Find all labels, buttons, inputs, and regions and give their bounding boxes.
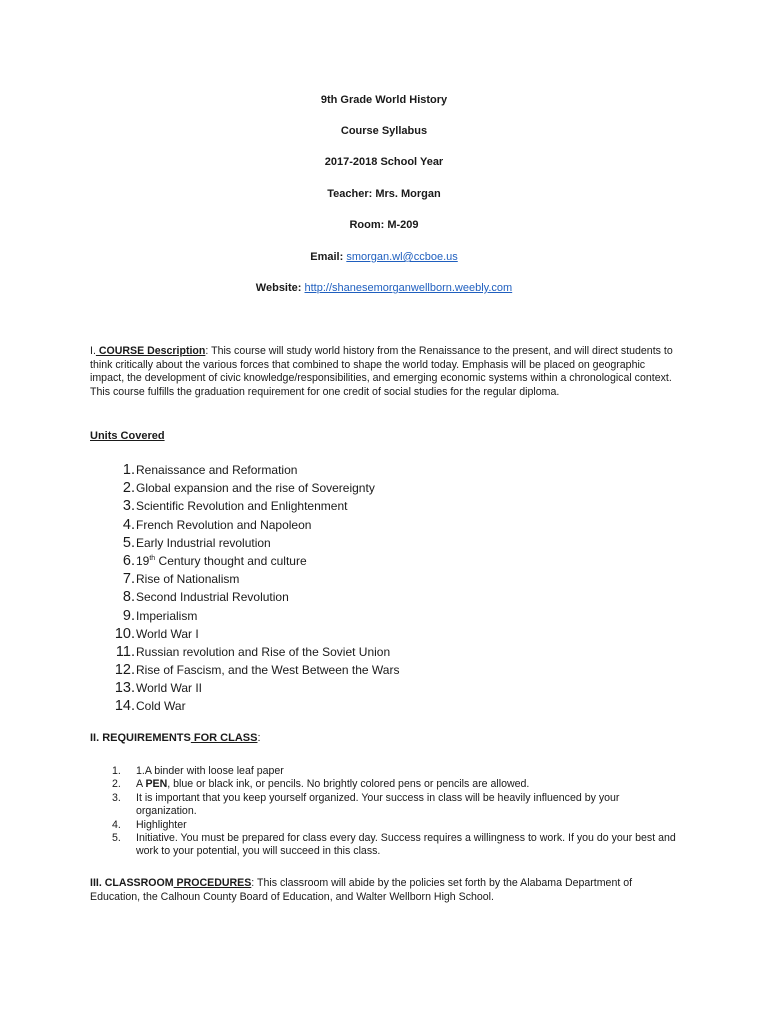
unit-title: French Revolution and Napoleon <box>136 517 312 532</box>
unit-number: 6. <box>122 552 135 569</box>
unit-number: 9. <box>122 607 135 624</box>
list-item <box>108 697 568 715</box>
unit-number: 7. <box>122 571 135 588</box>
course-description-heading: COURSE Description <box>95 345 206 357</box>
list-item <box>108 643 568 661</box>
website-link[interactable]: http://shanesemorganwellborn.weebly.com <box>304 282 513 294</box>
unit-number: 1. <box>122 462 135 478</box>
classroom-procedures <box>90 877 685 904</box>
unit-title: Scientific Revolution and Enlightenment <box>136 499 348 514</box>
unit-title <box>136 552 307 570</box>
course-description-colon: : <box>205 345 209 357</box>
list-item <box>108 534 568 552</box>
website-label: Website: <box>255 282 302 294</box>
list-item <box>108 661 568 679</box>
requirement-number: 3. <box>112 791 121 804</box>
list-item <box>108 552 568 570</box>
unit-title-pre: 19 <box>136 553 150 568</box>
unit-title: Rise of Nationalism <box>136 572 240 587</box>
requirement-text: Highlighter <box>136 818 187 831</box>
unit-number: 14. <box>114 698 135 715</box>
room-number: Room: M-209 <box>349 219 419 231</box>
unit-title: Early Industrial revolution <box>136 535 271 550</box>
unit-title: Imperialism <box>136 608 198 623</box>
procedures-text: This classroom will abide by the policies set forth by the Alabama Department of Education, the Calhoun County Board of Education, and Walter Wellborn High School. <box>90 877 633 903</box>
unit-number: 12. <box>114 662 135 679</box>
list-item <box>108 479 568 497</box>
list-item <box>108 607 568 625</box>
email-label: Email: <box>310 251 344 263</box>
email-link[interactable]: smorgan.wl@ccboe.us <box>346 251 458 263</box>
list-item <box>108 792 678 819</box>
unit-title: Renaissance and Reformation <box>136 463 298 477</box>
requirements-heading-b: FOR CLASS <box>190 732 258 744</box>
course-description-text: This course will study world history from the Renaissance to the present, and will direct students to think critically about the various forces that combined to shape the world today. Emphasis will be placed on geographic impact, the development of civic knowledge/responsibilities, and emerging economic systems within a chronological context. This course fulfills the graduation requirement for one credit of social studies for the regular diploma. <box>90 345 673 398</box>
requirement-number: 1. <box>112 765 121 777</box>
requirements-heading-a: II. REQUIREMENTS <box>90 732 191 744</box>
unit-title: Russian revolution and Rise of the Soviet Union <box>136 644 391 659</box>
requirement-text <box>136 778 529 790</box>
unit-title: Rise of Fascism, and the West Between the Wars <box>136 663 400 678</box>
requirement-number: 5. <box>112 832 121 845</box>
list-item <box>108 679 568 697</box>
unit-title: World War I <box>136 626 199 641</box>
page-title: 9th Grade World History <box>320 94 448 106</box>
requirement-text: Initiative. You must be prepared for class every day. Success requires a willingness to work. If you do your best and work to your potential, you will succeed in this class. <box>136 832 676 858</box>
teacher-name: Teacher: Mrs. Morgan <box>327 188 441 200</box>
procedures-colon: : <box>251 877 255 889</box>
list-item <box>108 516 568 534</box>
list-item <box>108 625 568 643</box>
requirement-number: 2. <box>112 778 121 791</box>
list-item <box>108 461 568 479</box>
unit-title: World War II <box>136 681 203 696</box>
requirement-number: 4. <box>112 818 121 831</box>
requirements-list <box>108 765 678 859</box>
list-item <box>108 497 568 515</box>
requirement-text: 1.A binder with loose leaf paper <box>136 765 284 777</box>
unit-number: 8. <box>122 589 135 606</box>
school-year: 2017-2018 School Year <box>324 156 444 168</box>
page-subtitle: Course Syllabus <box>340 125 428 137</box>
unit-title: Global expansion and the rise of Sovereignty <box>136 481 375 496</box>
unit-title-post: Century thought and culture <box>155 553 307 568</box>
list-item <box>108 570 568 588</box>
requirements-heading-colon: : <box>257 732 261 744</box>
units-heading: Units Covered <box>90 430 165 442</box>
unit-number: 5. <box>122 534 135 551</box>
unit-number: 2. <box>122 480 135 497</box>
requirements-heading <box>90 732 261 744</box>
procedures-heading-b: PROCEDURES <box>173 877 252 889</box>
unit-title-sup: th <box>149 554 156 562</box>
course-description <box>90 345 680 399</box>
requirement-text: It is important that you keep yourself organized. Your success in class will be heavily influenced by your organization. <box>136 791 620 818</box>
unit-title: Second Industrial Revolution <box>136 590 289 605</box>
list-item <box>108 819 678 832</box>
requirement-text-pre: A <box>136 778 146 791</box>
list-item <box>108 765 678 778</box>
list-item <box>108 832 678 859</box>
requirement-text-post: , blue or black ink, or pencils. No brightly colored pens or pencils are allowed. <box>167 778 530 791</box>
unit-number: 13. <box>114 680 135 697</box>
procedures-heading-a: III. CLASSROOM <box>90 877 174 889</box>
list-item <box>108 778 678 791</box>
course-description-prefix: I. <box>90 345 96 357</box>
unit-number: 11. <box>115 643 135 660</box>
list-item <box>108 588 568 606</box>
unit-number: 10. <box>114 625 135 642</box>
requirement-text-bold: PEN <box>145 778 168 791</box>
email-line <box>0 250 768 264</box>
website-line <box>0 281 768 295</box>
unit-number: 3. <box>122 498 135 515</box>
unit-number: 4. <box>122 516 135 533</box>
units-list <box>108 461 568 716</box>
unit-title: Cold War <box>136 699 186 714</box>
